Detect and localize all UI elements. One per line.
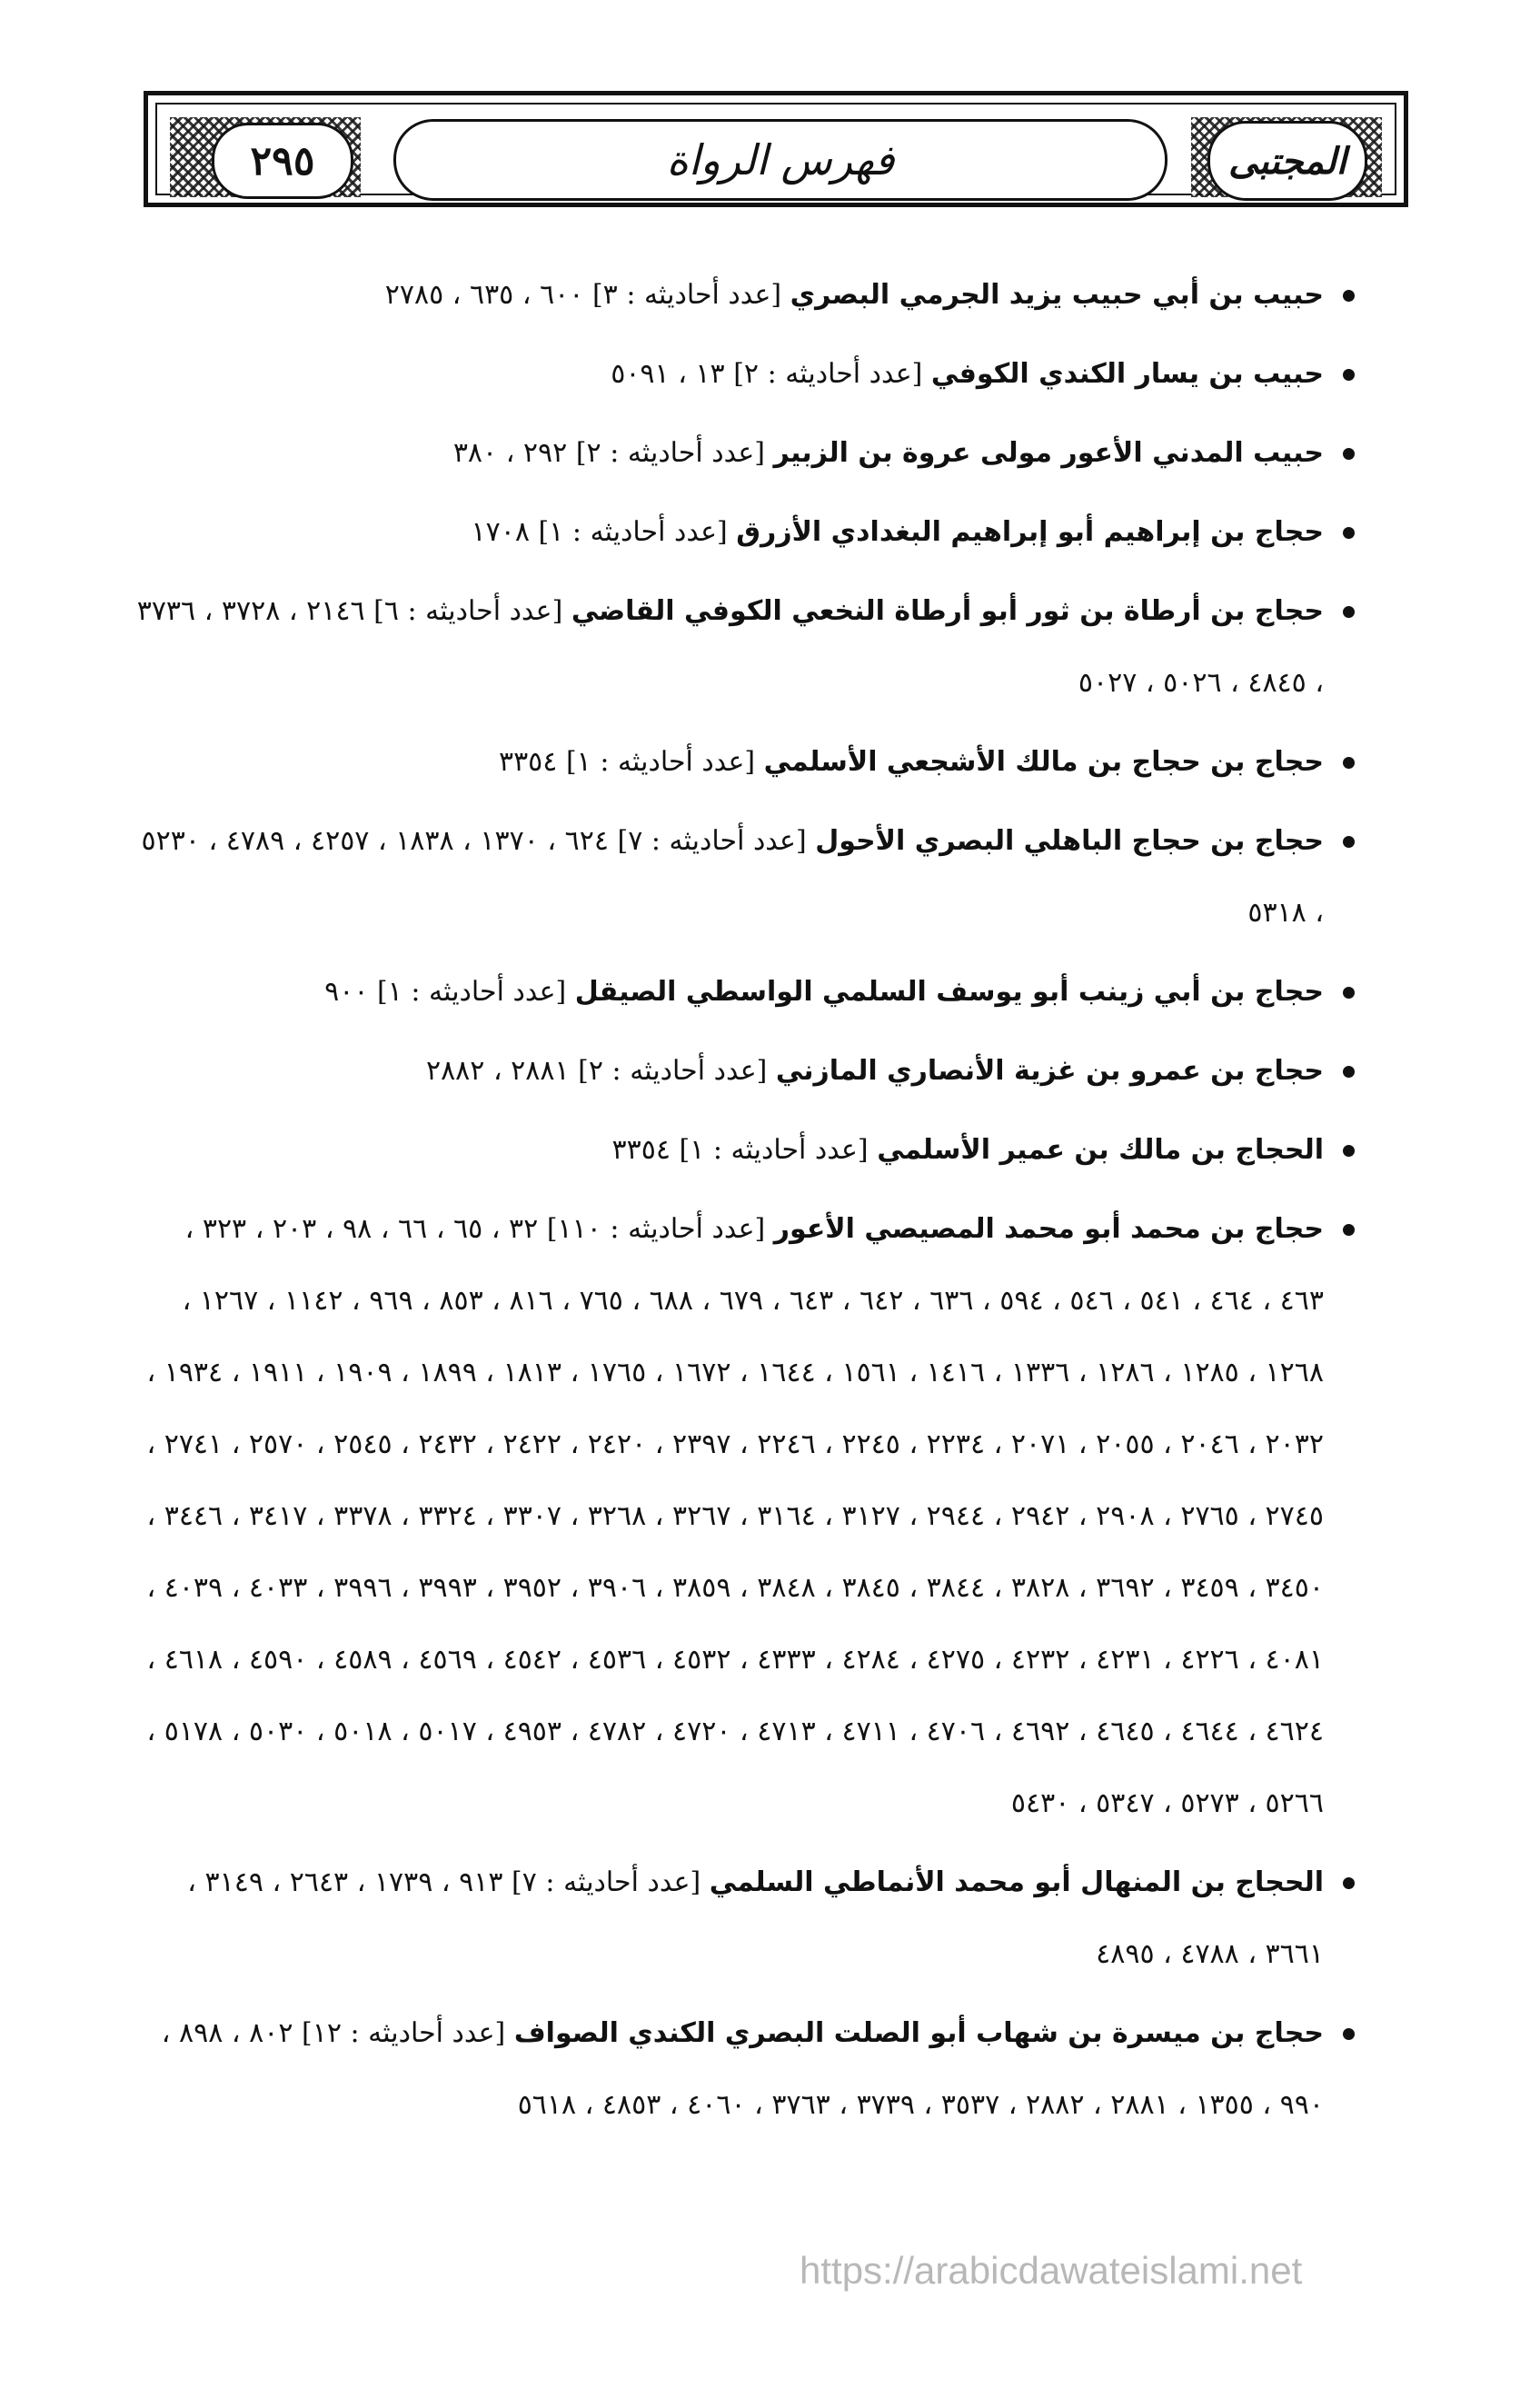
watermark-url: https://arabicdawateislami.net [800,2249,1303,2292]
narrator-name: حجاج بن عمرو بن غزية الأنصاري المازني [775,1055,1324,1087]
narrators-index-list [136,259,1358,2148]
bullet-icon [1343,527,1355,539]
hadith-count: [عدد أحاديثه : ١١٠] [546,1213,766,1245]
narrator-name: حجاج بن حجاج الباهلي البصري الأحول [815,825,1324,857]
page-header [144,91,1408,207]
bullet-icon [1343,1877,1355,1889]
hadith-numbers: ٦٠٠ ، ٦٣٥ ، ٢٧٨٥ [384,279,584,311]
list-item [136,805,1358,949]
hadith-count: [عدد أحاديثه : ١٢] [302,2017,506,2049]
bullet-icon [1343,1224,1355,1236]
hadith-count: [عدد أحاديثه : ٧] [512,1866,701,1898]
hadith-count: [عدد أحاديثه : ٧] [617,825,807,857]
list-item [136,1193,1358,1839]
narrator-name: الحجاج بن المنهال أبو محمد الأنماطي السلمي [709,1866,1324,1898]
hadith-count: [عدد أحاديثه : ٢] [575,437,765,469]
hadith-numbers: ٨٠٢ ، ٨٩٨ ، ٩٩٠ ، ١٣٥٥ ، ٢٨٨١ ، ٢٨٨٢ ، ٣٥٣٧ ، ٣٧٣٩ ، ٣٧٦٣ ، ٤٠٦٠ ، ٤٨٥٣ ، ٥٦١٨ [161,2017,1324,2121]
bullet-icon [1343,1066,1355,1078]
hadith-numbers: ٢٨٨١ ، ٢٨٨٢ [425,1055,570,1087]
hadith-count: [عدد أحاديثه : ١] [565,746,756,778]
bullet-icon [1343,757,1355,769]
bullet-icon [1343,1145,1355,1157]
hadith-count: [عدد أحاديثه : ٦] [373,595,563,627]
hadith-numbers: ٩١٣ ، ١٧٣٩ ، ٢٦٤٣ ، ٣١٤٩ ، ٣٦٦١ ، ٤٧٨٨ ، ٤٨٩٥ [187,1866,1324,1970]
hadith-count: [عدد أحاديثه : ١] [679,1134,869,1166]
hadith-numbers: ٩٠٠ [324,976,369,1008]
list-item [136,956,1358,1028]
hadith-count: [عدد أحاديثه : ٣] [591,279,782,311]
list-item [136,496,1358,568]
page-title: فهرس الرواة [393,119,1167,201]
list-item [136,1114,1358,1186]
hadith-numbers: ٣٣٥٤ [611,1134,671,1166]
hadith-numbers: ٢٩٢ ، ٣٨٠ [452,437,568,469]
narrator-name: حجاج بن أرطاة بن ثور أبو أرطاة النخعي الكوفي القاضي [571,595,1324,627]
narrator-name: حجاج بن أبي زينب أبو يوسف السلمي الواسطي الصيقل [574,976,1324,1008]
hadith-numbers: ٢١٤٦ ، ٣٧٢٨ ، ٣٧٣٦ ، ٤٨٤٥ ، ٥٠٢٦ ، ٥٠٢٧ [136,595,1324,699]
narrator-name: حبيب بن أبي حبيب يزيد الجرمي البصري [790,279,1324,311]
bullet-icon [1343,369,1355,381]
narrator-name: حجاج بن إبراهيم أبو إبراهيم البغدادي الأزرق [736,516,1324,548]
narrator-name: حبيب بن يسار الكندي الكوفي [930,358,1324,390]
hadith-numbers: ٣٢ ، ٦٥ ، ٦٦ ، ٩٨ ، ٢٠٣ ، ٣٢٣ ، ٤٦٣ ، ٤٦٤ ، ٥٤١ ، ٥٤٦ ، ٥٩٤ ، ٦٣٦ ، ٦٤٢ ، ٦٤٣ ، ٦٧٩ ، ٦٨٨ ، ٧٦٥ ، ٨١٦ ، ٨٥٣ ، ٩٦٩ ، ١١٤٢ ، ١٢٦٧ ، ١٢٦٨ ، ١٢٨٥ ، ١٢٨٦ ، ١٣٣٦ ، ١٤١٦ ، ١٥٦١ ، ١٦٤٤ ، ١٦٧٢ ، ١٧٦٥ ، ١٨١٣ ، ١٨٩٩ ، ١٩٠٩ ، ١٩١١ ، ١٩٣٤ ، ٢٠٣٢ ، ٢٠٤٦ ، ٢٠٥٥ ، ٢٠٧١ ، ٢٢٣٤ ، ٢٢٤٥ ، ٢٢٤٦ ، ٢٣٩٧ ، ٢٤٢٠ ، ٢٤٢٢ ، ٢٤٣٢ ، ٢٥٤٥ ، ٢٥٧٠ ، ٢٧٤١ ، ٢٧٤٥ ، ٢٧٦٥ ، ٢٩٠٨ ، ٢٩٤٢ ، ٢٩٤٤ ، ٣١٢٧ ، ٣١٦٤ ، ٣٢٦٧ ، ٣٢٦٨ ، ٣٣٠٧ ، ٣٣٢٤ ، ٣٣٧٨ ، ٣٤١٧ ، ٣٤٤٦ ، ٣٤٥٠ ، ٣٤٥٩ ، ٣٦٩٢ ، ٣٨٢٨ ، ٣٨٤٤ ، ٣٨٤٥ ، ٣٨٤٨ ، ٣٨٥٩ ، ٣٩٠٦ ، ٣٩٥٢ ، ٣٩٩٣ ، ٣٩٩٦ ، ٤٠٣٣ ، ٤٠٣٩ ، ٤٠٨١ ، ٤٢٢٦ ، ٤٢٣١ ، ٤٢٣٢ ، ٤٢٧٥ ، ٤٢٨٤ ، ٤٣٣٣ ، ٤٥٣٢ ، ٤٥٣٦ ، ٤٥٤٢ ، ٤٥٦٩ ، ٤٥٨٩ ، ٤٥٩٠ ، ٤٦١٨ ، ٤٦٢٤ ، ٤٦٤٤ ، ٤٦٤٥ ، ٤٦٩٢ ، ٤٧٠٦ ، ٤٧١١ ، ٤٧١٣ ، ٤٧٢٠ ، ٤٧٨٢ ، ٤٩٥٣ ، ٥٠١٧ ، ٥٠١٨ ، ٥٠٣٠ ، ٥١٧٨ ، ٥٢٦٦ ، ٥٢٧٣ ، ٥٣٤٧ ، ٥٤٣٠ [146,1213,1324,1819]
hadith-numbers: ١٣ ، ٥٠٩١ [611,358,725,390]
list-item [136,1035,1358,1107]
narrator-name: حجاج بن محمد أبو محمد المصيصي الأعور [773,1213,1324,1245]
narrator-name: حجاج بن حجاج بن مالك الأشجعي الأسلمي [763,746,1324,778]
page-number: ٢٩٥ [212,123,353,199]
bullet-icon [1343,987,1355,999]
header-frame [155,103,1396,195]
hadith-count: [عدد أحاديثه : ١] [538,516,728,548]
bullet-icon [1343,2028,1355,2040]
list-item [136,1997,1358,2141]
bullet-icon [1343,606,1355,618]
bullet-icon [1343,836,1355,848]
hadith-numbers: ٣٣٥٤ [498,746,558,778]
hadith-count: [عدد أحاديثه : ٢] [578,1055,768,1087]
list-item [136,1846,1358,1990]
hadith-count: [عدد أحاديثه : ١] [377,976,567,1008]
narrator-name: الحجاج بن مالك بن عمير الأسلمي [877,1134,1324,1166]
bullet-icon [1343,448,1355,460]
list-item [136,338,1358,410]
narrator-name: حبيب المدني الأعور مولى عروة بن الزبير [773,437,1324,469]
hadith-numbers: ٦٢٤ ، ١٣٧٠ ، ١٨٣٨ ، ٤٢٥٧ ، ٤٧٨٩ ، ٥٢٣٠ ، ٥٣١٨ [141,825,1324,929]
list-item [136,259,1358,331]
narrator-name: حجاج بن ميسرة بن شهاب أبو الصلت البصري الكندي الصواف [513,2017,1324,2049]
bullet-icon [1343,290,1355,302]
list-item [136,726,1358,798]
hadith-count: [عدد أحاديثه : ٢] [733,358,923,390]
book-name-logo: المجتبى [1207,121,1367,201]
list-item [136,575,1358,719]
list-item [136,417,1358,489]
hadith-numbers: ١٧٠٨ [471,516,530,548]
